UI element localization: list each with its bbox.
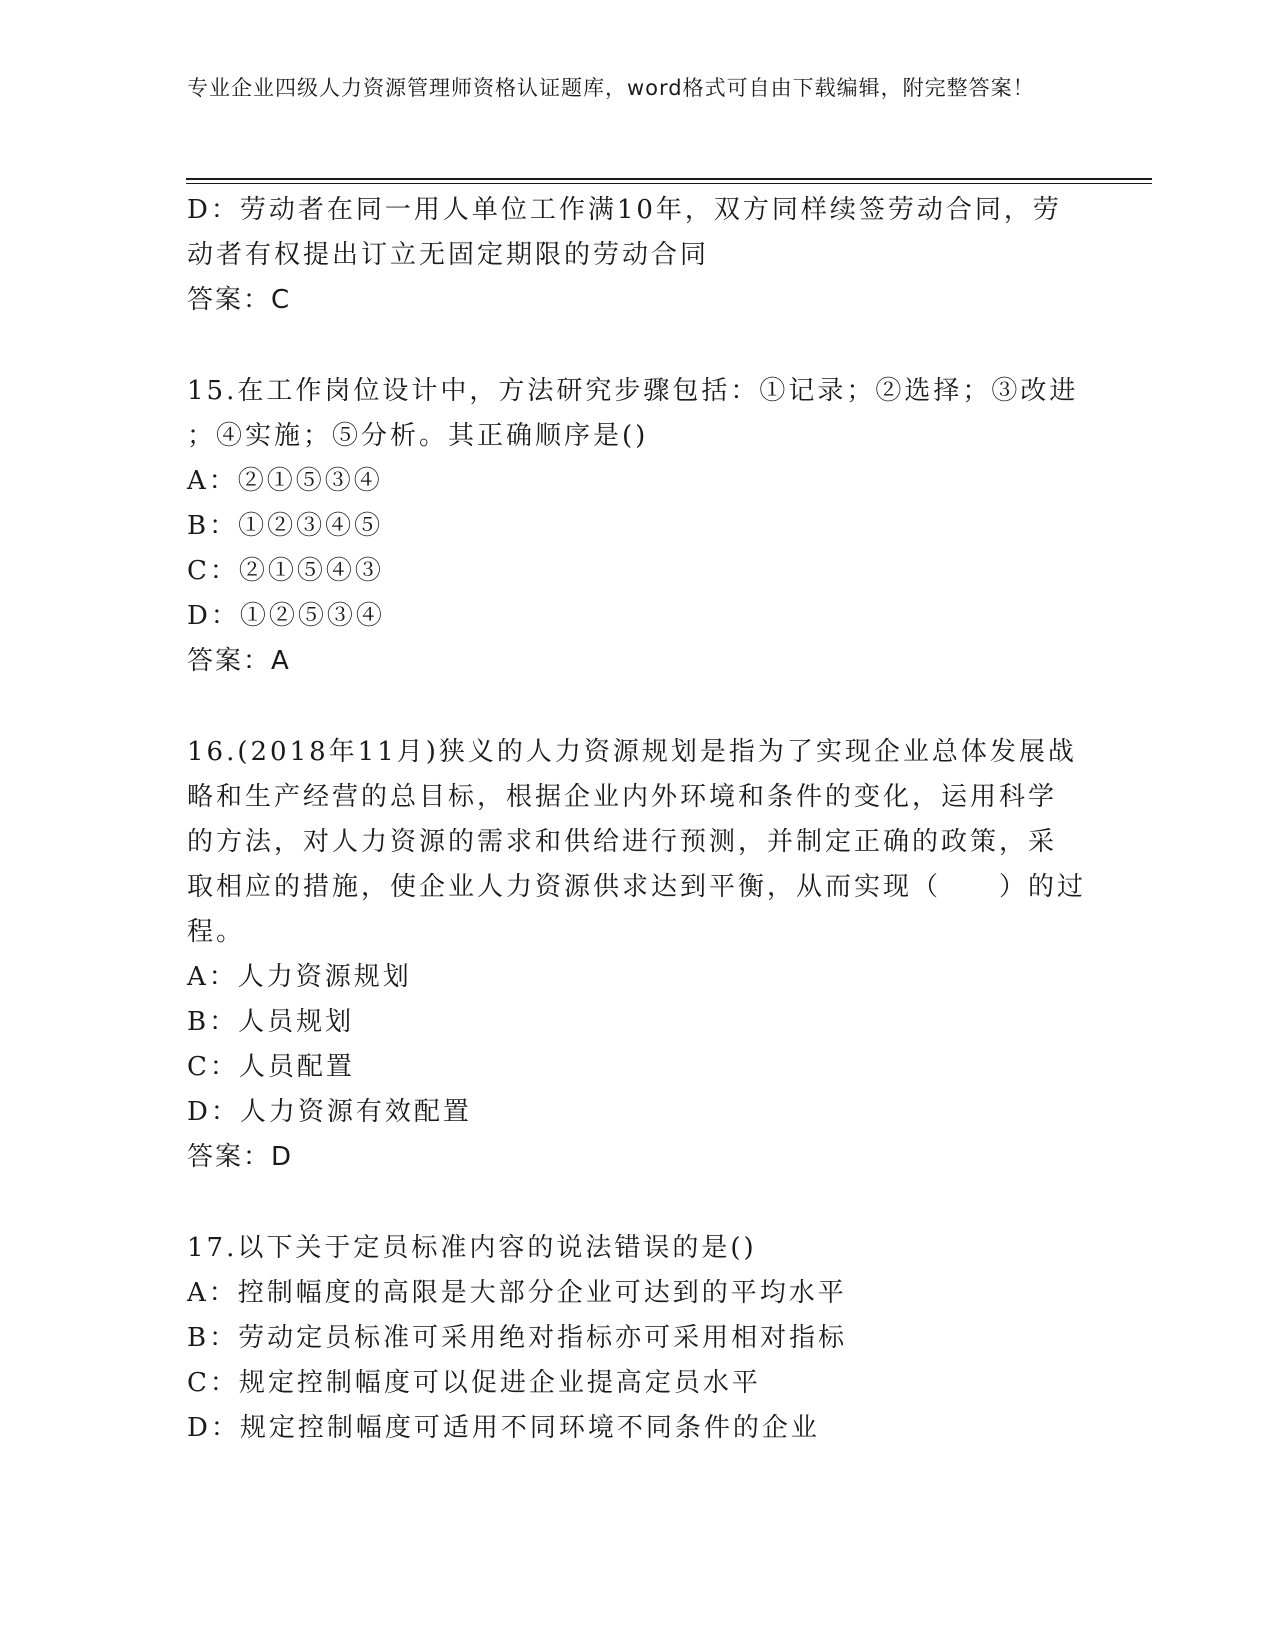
q16-option-b: B：人员规划 (187, 1007, 355, 1037)
q16-option-a: A：人力资源规划 (187, 962, 412, 992)
q16-stem-line4: 取相应的措施，使企业人力资源供求达到平衡，从而实现（ ）的过 (187, 872, 1087, 902)
q15-option-d: D：①②⑤③④ (187, 601, 385, 631)
page-header (187, 72, 1067, 104)
q15-answer: 答案：A (187, 646, 291, 676)
q15-stem-line1: 15.在工作岗位设计中，方法研究步骤包括：①记录；②选择；③改进 (187, 376, 1079, 406)
q17-option-a: A：控制幅度的高限是大部分企业可达到的平均水平 (187, 1278, 847, 1308)
q16-stem-line1: 16.(2018年11月)狭义的人力资源规划是指为了实现企业总体发展战 (187, 737, 1077, 767)
q17-stem-line1: 17.以下关于定员标准内容的说法错误的是() (187, 1233, 757, 1263)
q17-option-d: D：规定控制幅度可适用不同环境不同条件的企业 (187, 1413, 820, 1443)
header-rule-thin (186, 183, 1152, 184)
q15-option-a: A：②①⑤③④ (187, 466, 383, 496)
header-rule-thick (186, 178, 1152, 180)
spacer (187, 684, 1087, 730)
q17-option-c: C：规定控制幅度可以促进企业提高定员水平 (187, 1368, 761, 1398)
prev-option-d-line2: 动者有权提出订立无固定期限的劳动合同 (187, 240, 710, 270)
q16-answer: 答案：D (187, 1142, 294, 1172)
q16-stem-line5: 程。 (187, 917, 246, 947)
document-body (187, 188, 1087, 1451)
q15-option-c: C：②①⑤④③ (187, 556, 384, 586)
prev-answer: 答案：C (187, 285, 292, 315)
q16-stem-line3: 的方法，对人力资源的需求和供给进行预测，并制定正确的政策，采 (187, 827, 1058, 857)
spacer (187, 1180, 1087, 1226)
q16-stem-line2: 略和生产经营的总目标，根据企业内外环境和条件的变化，运用科学 (187, 782, 1058, 812)
q15-stem-line2: ；④实施；⑤分析。其正确顺序是() (187, 421, 649, 451)
q17-option-b: B：劳动定员标准可采用绝对指标亦可采用相对指标 (187, 1323, 848, 1353)
q16-option-d: D：人力资源有效配置 (187, 1097, 472, 1127)
header-text: 专业企业四级人力资源管理师资格认证题库，word格式可自由下载编辑，附完整答案！ (187, 76, 1035, 100)
q16-option-c: C：人员配置 (187, 1052, 355, 1082)
q15-option-b: B：①②③④⑤ (187, 511, 384, 541)
prev-option-d-line1: D：劳动者在同一用人单位工作满10年，双方同样续签劳动合同，劳 (187, 195, 1062, 225)
spacer (187, 323, 1087, 369)
